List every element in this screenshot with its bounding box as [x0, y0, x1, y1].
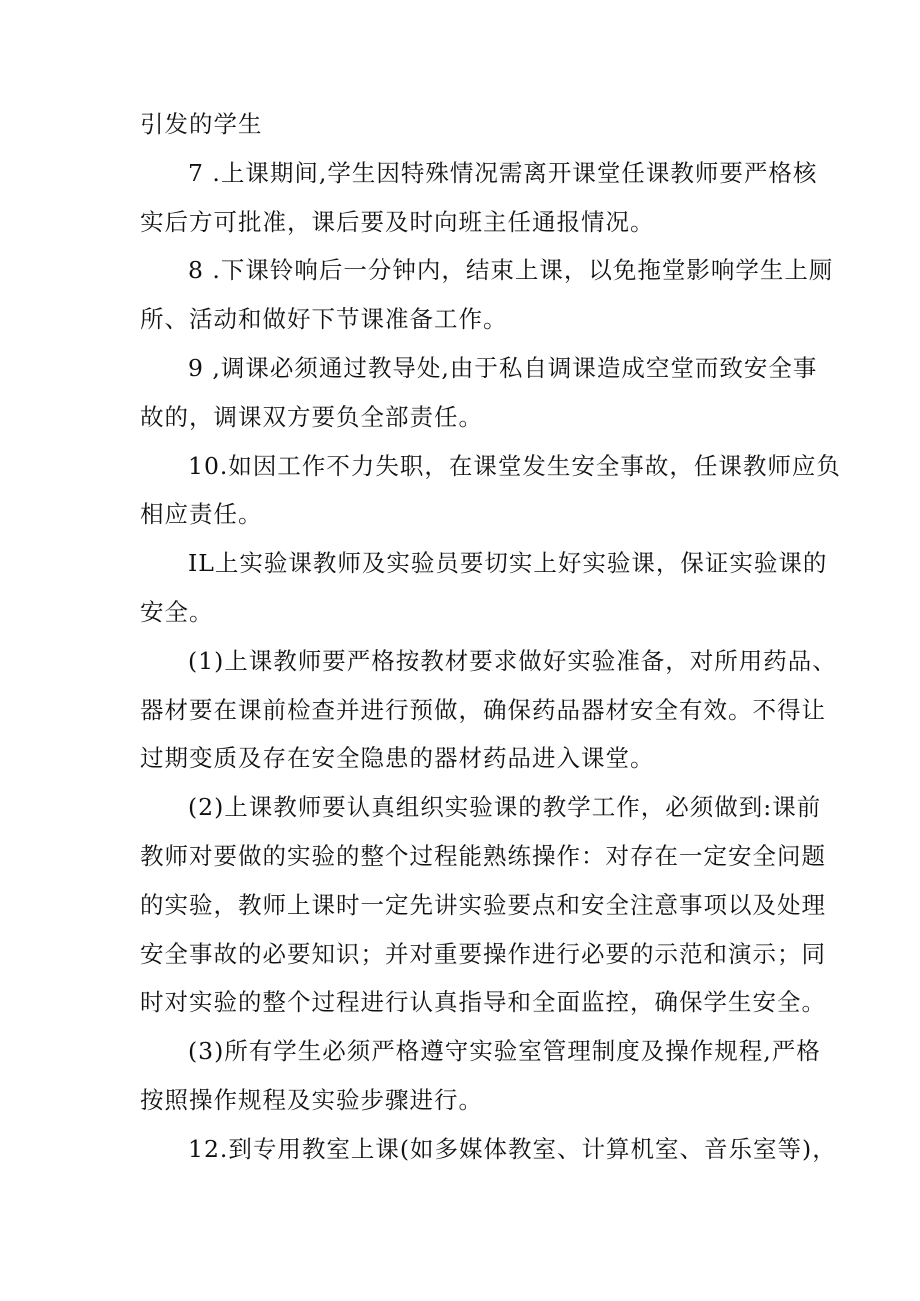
text-line: 教师对要做的实验的整个过程能熟练操作：对存在一定安全问题 [140, 841, 826, 870]
text-line: 12.到专用教室上课(如多媒体教室、计算机室、音乐室等)， [188, 1134, 837, 1163]
text-line: (3)所有学生必须严格遵守实验室管理制度及操作规程,严格 [188, 1037, 821, 1066]
text-line: 器材要在课前检查并进行预做，确保药品器材安全有效。不得让 [140, 695, 826, 724]
document-body [140, 100, 841, 1174]
text-line: (2)上课教师要认真组织实验课的教学工作，必须做到:课前 [188, 793, 822, 822]
text-line: 故的，调课双方要负全部责任。 [140, 402, 483, 431]
text-line: 7 .上课期间,学生因特殊情况需离开课堂任课教师要严格核 [188, 158, 818, 187]
text-line: 引发的学生 [140, 110, 263, 138]
text-line: 安全。 [140, 597, 214, 626]
text-line: 所、活动和做好下节课准备工作。 [140, 305, 508, 334]
text-line: IL上实验课教师及实验员要切实上好实验课，保证实验课的 [188, 549, 828, 578]
text-line: 时对实验的整个过程进行认真指导和全面监控，确保学生安全。 [140, 988, 826, 1017]
text-line: 的实验，教师上课时一定先讲实验要点和安全注意事项以及处理 [140, 890, 826, 919]
text-line: 10.如因工作不力失职，在课堂发生安全事故，任课教师应负 [188, 451, 841, 480]
text-line: 8 .下课铃响后一分钟内，结束上课，以免拖堂影响学生上厕 [188, 256, 834, 285]
text-line: 按照操作规程及实验步骤进行。 [140, 1085, 483, 1114]
text-line: 9 ,调课必须通过教导处,由于私自调课造成空堂而致安全事 [188, 353, 818, 382]
text-line: 相应责任。 [140, 500, 263, 529]
text-line: (1)上课教师要严格按教材要求做好实验准备，对所用药品、 [188, 646, 837, 675]
text-line: 实后方可批准，课后要及时向班主任通报情况。 [140, 207, 655, 236]
text-line: 过期变质及存在安全隐患的器材药品进入课堂。 [140, 744, 655, 773]
text-line: 安全事故的必要知识；并对重要操作进行必要的示范和演示；同 [140, 939, 826, 968]
